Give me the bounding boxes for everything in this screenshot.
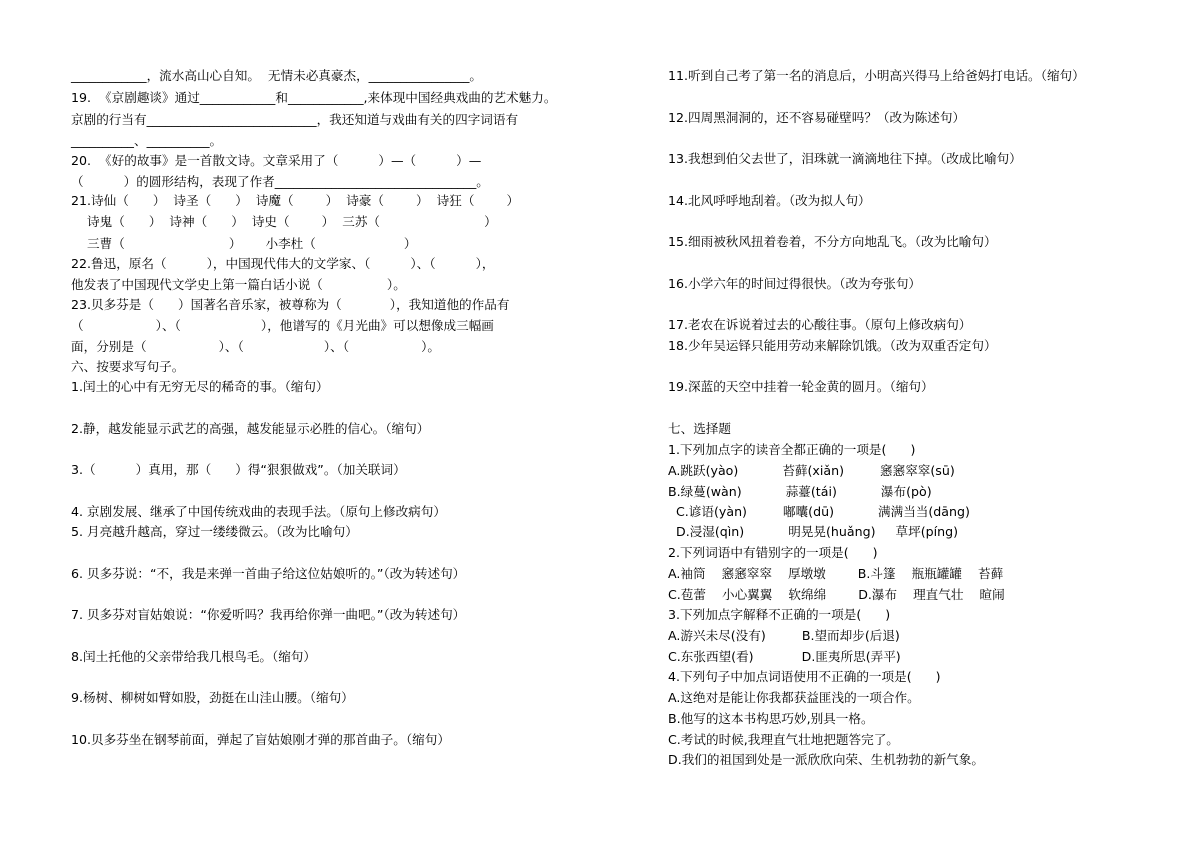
sentence-9: 9.杨树、柳树如臂如股，劲挺在山洼山腰。（缩句） [71, 690, 354, 705]
choice-q1-d: D.浸湿(qìn) 明晃晃(huǎng) 草坪(píng) [668, 524, 958, 539]
sentence-6: 6. 贝多芬说：“不，我是来弹一首曲子给这位姑娘听的。”（改为转述句） [71, 566, 466, 581]
sentence-15: 15.细雨被秋风扭着卷着，不分方向地乱飞。（改为比喻句） [668, 234, 997, 249]
sentence-18: 18.少年吴运铎只能用劳动来解除饥饿。（改为双重否定句） [668, 338, 997, 353]
question-22: 22.鲁迅，原名（ ），中国现代伟大的文学家、（ ）、（ ）， [71, 256, 495, 271]
section-6-heading: 六、按要求写句子。 [71, 359, 185, 374]
question-21-row2: 诗鬼（ ） 诗神（ ） 诗史（ ） 三苏（ ） [71, 214, 497, 229]
question-20: 20. 《好的故事》是一首散文诗。文章采用了（ ）—（ ）— [71, 153, 482, 168]
question-19-blanks: __________、__________。 [71, 133, 223, 148]
question-23-cont: （ ）、（ ），他谱写的《月光曲》可以想像成三幅画 [71, 318, 494, 333]
sentence-3: 3.（ ）真用，那（ ）得“狠狠做戏”。（加关联词） [71, 462, 406, 477]
sentence-5: 5. 月亮越升越高，穿过一缕缕微云。（改为比喻句） [71, 524, 358, 539]
choice-q3-cd: C.东张西望(看) D.匪夷所思(弄平) [668, 649, 901, 664]
choice-q2-cd: C.苞蕾 小心翼翼 软绵绵 D.瀑布 理直气壮 暄闹 [668, 587, 1005, 602]
choice-q2-ab: A.袖筒 窸窸窣窣 厚墩墩 B.斗篷 瓶瓶罐罐 苔藓 [668, 566, 1004, 581]
question-19: 19. 《京剧趣谈》通过____________和____________,来体现中国经典戏曲的艺术魅力。 [71, 90, 557, 105]
poem-fill-line: ____________，流水高山心自知。 无情未必真豪杰，________________。 [71, 68, 483, 83]
question-20-cont: （ ）的圆形结构，表现了作者________________________________。 [71, 174, 489, 189]
choice-q1-c: C.谚语(yàn) 嘟囔(dū) 满满当当(dāng) [668, 504, 970, 519]
sentence-4: 4. 京剧发展、继承了中国传统戏曲的表现手法。（原句上修改病句） [71, 504, 446, 519]
choice-q1-a: A.跳跃(yào) 苔藓(xiǎn) 窸窸窣窣(sū) [668, 463, 955, 478]
sentence-14: 14.北风呼呼地刮着。（改为拟人句） [668, 193, 871, 208]
question-23: 23.贝多芬是（ ）国著名音乐家，被尊称为（ ），我知道他的作品有 [71, 297, 510, 312]
sentence-10: 10.贝多芬坐在钢琴前面，弹起了盲姑娘刚才弹的那首曲子。（缩句） [71, 732, 450, 747]
choice-q4-d: D.我们的祖国到处是一派欣欣向荣、生机勃勃的新气象。 [668, 752, 984, 767]
choice-q3: 3.下列加点字解释不正确的一项是( ) [668, 607, 891, 622]
sentence-8: 8.闰土托他的父亲带给我几根鸟毛。（缩句） [71, 649, 316, 664]
sentence-7: 7. 贝多芬对盲姑娘说：“你爱听吗？我再给你弹一曲吧。”（改为转述句） [71, 607, 466, 622]
question-23-end: 面，分别是（ ）、（ ）、（ ）。 [71, 339, 440, 354]
choice-q4-c: C.考试的时候,我理直气壮地把题答完了。 [668, 732, 899, 747]
sentence-12: 12.四周黑洞洞的，还不容易碰壁吗？（改为陈述句） [668, 110, 966, 125]
choice-q3-ab: A.游兴未尽(没有) B.望而却步(后退) [668, 628, 900, 643]
sentence-16: 16.小学六年的时间过得很快。（改为夸张句） [668, 276, 922, 291]
choice-q2: 2.下列词语中有错别字的一项是( ) [668, 545, 878, 560]
choice-q4-b: B.他写的这本书构思巧妙,别具一格。 [668, 711, 874, 726]
choice-q1-b: B.绿蔓(wàn) 蒜薹(tái) 瀑布(pò) [668, 484, 932, 499]
choice-q4: 4.下列句子中加点词语使用不正确的一项是( ) [668, 669, 941, 684]
sentence-1: 1.闰土的心中有无穷无尽的稀奇的事。（缩句） [71, 379, 329, 394]
question-21-row3: 三曹（ ） 小李杜（ ） [71, 236, 417, 251]
sentence-11: 11.听到自己考了第一名的消息后，小明高兴得马上给爸妈打电话。（缩句） [668, 68, 1085, 83]
sentence-13: 13.我想到伯父去世了，泪珠就一滴滴地往下掉。（改成比喻句） [668, 151, 1022, 166]
question-21: 21.诗仙（ ） 诗圣（ ） 诗魔（ ） 诗豪（ ） 诗狂（ ） [71, 193, 520, 208]
sentence-2: 2.静，越发能显示武艺的高强，越发能显示必胜的信心。（缩句） [71, 421, 430, 436]
sentence-19: 19.深蓝的天空中挂着一轮金黄的圆月。（缩句） [668, 379, 934, 394]
section-7-heading: 七、选择题 [668, 421, 731, 436]
choice-q1: 1.下列加点字的读音全都正确的一项是( ) [668, 442, 916, 457]
choice-q4-a: A.这绝对是能让你我都获益匪浅的一项合作。 [668, 690, 920, 705]
question-22-cont: 他发表了中国现代文学史上第一篇白话小说（ ）。 [71, 277, 406, 292]
question-19-cont: 京剧的行当有___________________________，我还知道与戏曲有关的四字词语有 [71, 112, 519, 127]
sentence-17: 17.老农在诉说着过去的心酸往事。（原句上修改病句） [668, 317, 972, 332]
